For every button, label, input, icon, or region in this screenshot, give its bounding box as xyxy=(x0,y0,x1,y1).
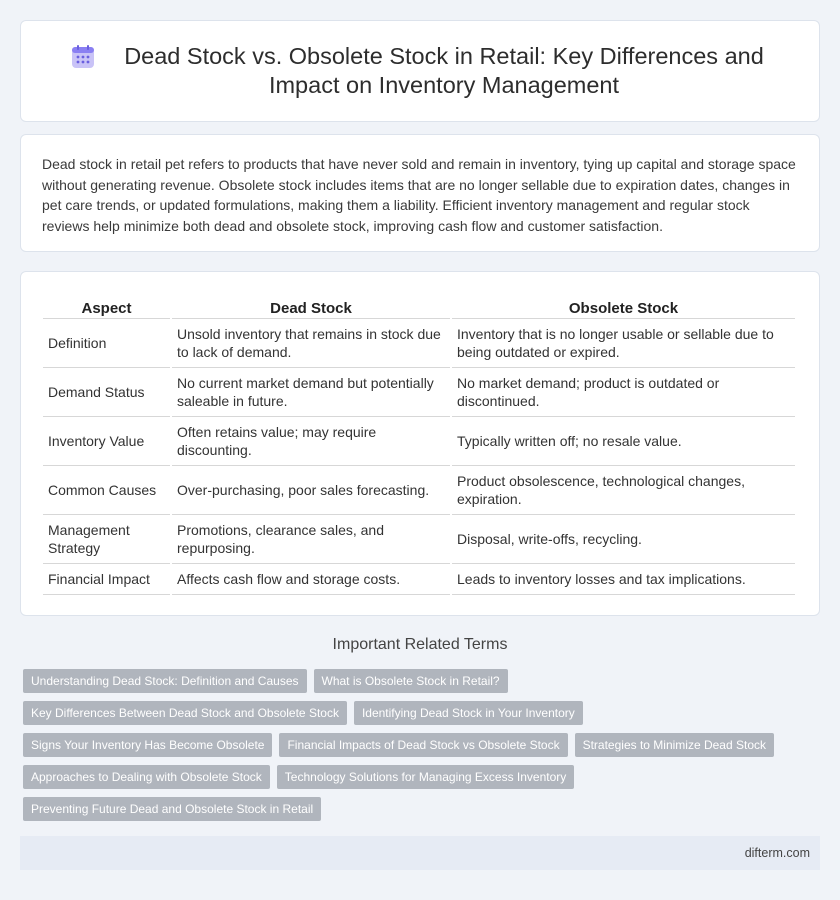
calendar-icon xyxy=(70,44,96,70)
row-obsolete-stock: Product obsolescence, technological changes, expiration. xyxy=(452,466,795,515)
related-term-link[interactable]: Approaches to Dealing with Obsolete Stock xyxy=(23,765,270,789)
related-terms-list xyxy=(23,669,813,829)
header-card xyxy=(20,20,820,122)
row-aspect: Demand Status xyxy=(43,368,170,417)
footer xyxy=(20,836,820,870)
table-row xyxy=(43,515,795,564)
row-obsolete-stock: No market demand; product is outdated or discontinued. xyxy=(452,368,795,417)
row-obsolete-stock: Disposal, write-offs, recycling. xyxy=(452,515,795,564)
footer-site-link[interactable]: difterm.com xyxy=(744,846,810,860)
related-term-link[interactable]: Signs Your Inventory Has Become Obsolete xyxy=(23,733,272,757)
row-dead-stock: Over-purchasing, poor sales forecasting. xyxy=(172,466,450,515)
related-term-link[interactable]: Technology Solutions for Managing Excess Inventory xyxy=(277,765,575,789)
comparison-card xyxy=(20,271,820,616)
intro-paragraph: Dead stock in retail pet refers to products that have never sold and remain in inventory, tying up capital and storage space without generating revenue. Obsolete stock includes items that are no longer sellable due to expiration dates, changes in pet care trends, or updated formulations, making them a liability. Efficient inventory management and regular stock reviews help minimize both dead and obsolete stock, improving cash flow and customer satisfaction. xyxy=(42,156,796,234)
related-term-link[interactable]: Identifying Dead Stock in Your Inventory xyxy=(354,701,583,725)
table-row xyxy=(43,319,795,368)
comparison-table xyxy=(41,294,797,595)
related-terms-title: Important Related Terms xyxy=(332,636,508,653)
row-dead-stock: Affects cash flow and storage costs. xyxy=(172,564,450,595)
row-aspect: Common Causes xyxy=(43,466,170,515)
header-obsolete-stock: Obsolete Stock xyxy=(452,294,795,319)
row-dead-stock: No current market demand but potentially saleable in future. xyxy=(172,368,450,417)
table-row xyxy=(43,368,795,417)
related-term-link[interactable]: Strategies to Minimize Dead Stock xyxy=(575,733,774,757)
related-term-link[interactable]: What is Obsolete Stock in Retail? xyxy=(314,669,508,693)
row-aspect: Management Strategy xyxy=(43,515,170,564)
page-title: Dead Stock vs. Obsolete Stock in Retail: Key Differences and Impact on Inventory Management xyxy=(124,43,764,98)
row-aspect: Definition xyxy=(43,319,170,368)
intro-card xyxy=(20,134,820,252)
row-obsolete-stock: Typically written off; no resale value. xyxy=(452,417,795,466)
row-dead-stock: Promotions, clearance sales, and repurposing. xyxy=(172,515,450,564)
row-aspect: Financial Impact xyxy=(43,564,170,595)
related-term-link[interactable]: Understanding Dead Stock: Definition and Causes xyxy=(23,669,307,693)
row-obsolete-stock: Inventory that is no longer usable or sellable due to being outdated or expired. xyxy=(452,319,795,368)
row-obsolete-stock: Leads to inventory losses and tax implications. xyxy=(452,564,795,595)
related-term-link[interactable]: Financial Impacts of Dead Stock vs Obsolete Stock xyxy=(279,733,567,757)
row-aspect: Inventory Value xyxy=(43,417,170,466)
related-term-link[interactable]: Preventing Future Dead and Obsolete Stock in Retail xyxy=(23,797,321,821)
related-term-link[interactable]: Key Differences Between Dead Stock and Obsolete Stock xyxy=(23,701,347,725)
header-aspect: Aspect xyxy=(43,294,170,319)
header-dead-stock: Dead Stock xyxy=(172,294,450,319)
table-row xyxy=(43,417,795,466)
row-dead-stock: Unsold inventory that remains in stock due to lack of demand. xyxy=(172,319,450,368)
table-row xyxy=(43,466,795,515)
row-dead-stock: Often retains value; may require discounting. xyxy=(172,417,450,466)
table-row xyxy=(43,564,795,595)
